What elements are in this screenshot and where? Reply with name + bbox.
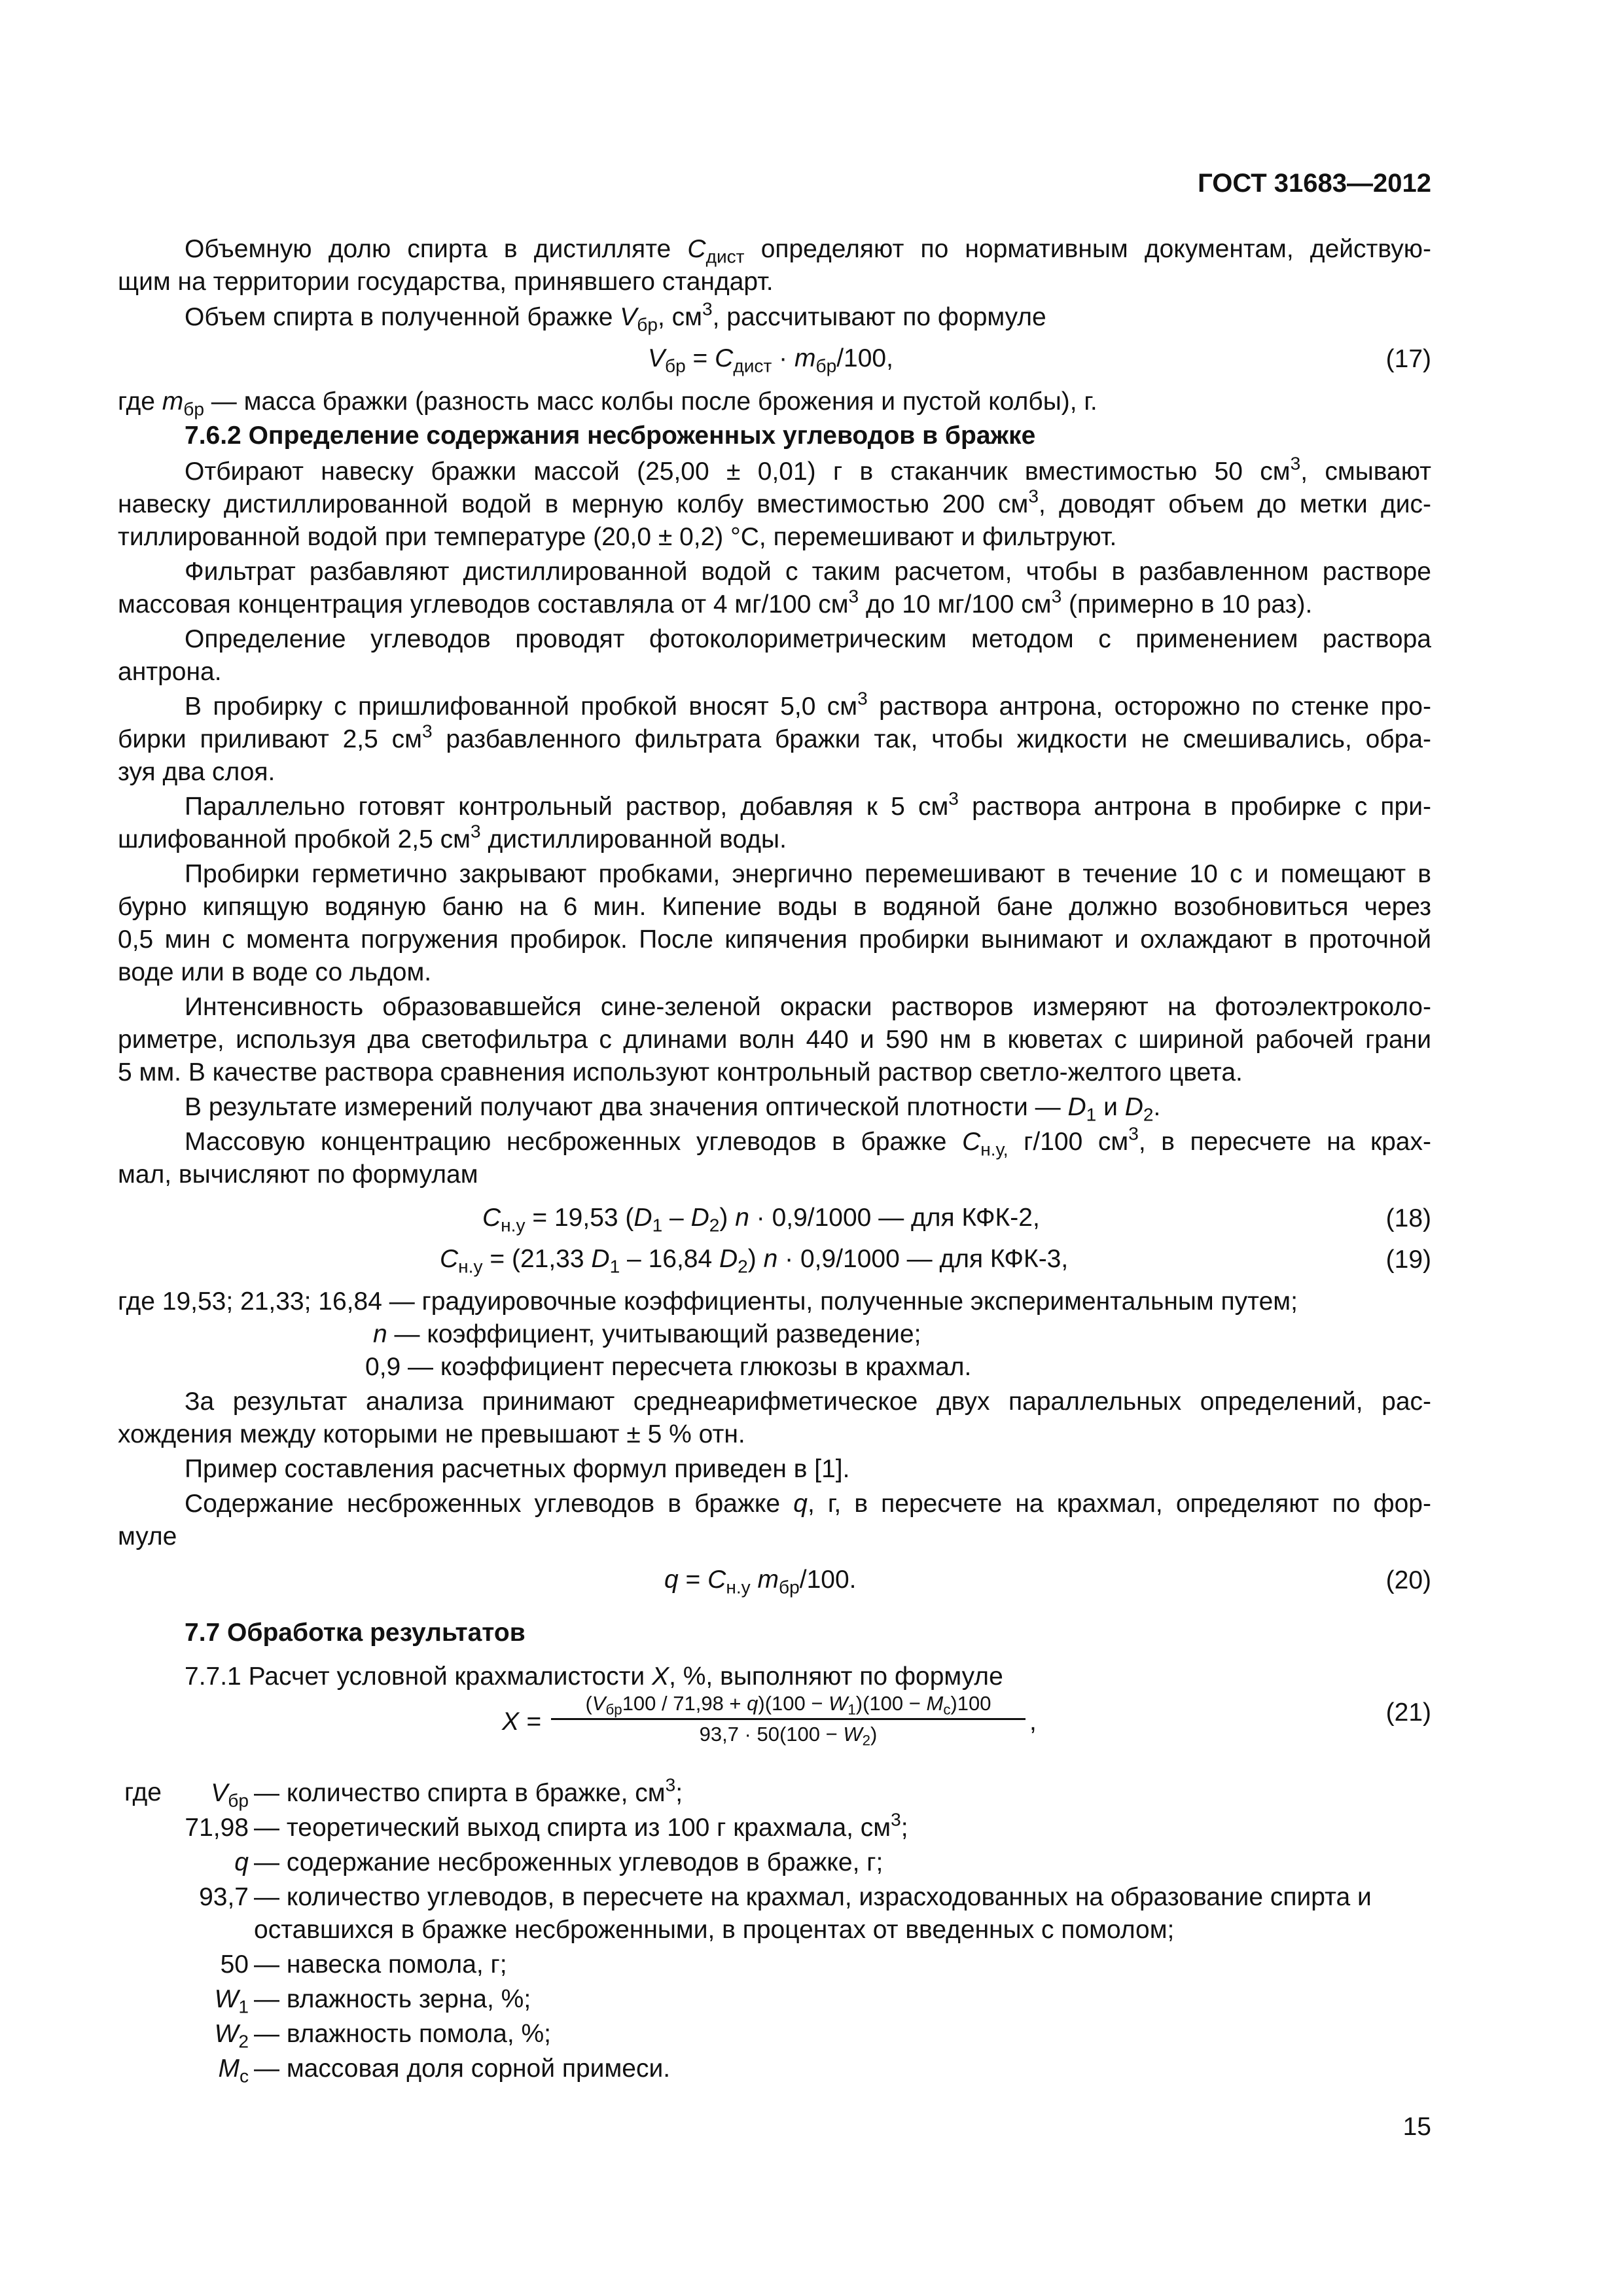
legend-text: — количество углеводов, в пересчете на крахмал, израсходованных на образование спирта и [254, 1883, 1372, 1911]
paragraph-line: Пробирки герметично закрывают пробками, энергично перемешивают в течение 10 с и помещают в [185, 860, 1431, 888]
paragraph-line: щим на территории государства, принявшего стандарт. [118, 268, 774, 296]
legend-text: оставшихся в бражке несброженными, в процентах от введенных с помолом; [254, 1916, 1175, 1944]
equation-number: (21) [1385, 1698, 1431, 1727]
standard-header: ГОСТ 31683—2012 [1198, 169, 1431, 198]
legend-text: — влажность зерна, %; [254, 1985, 531, 2013]
paragraph-line: антрона. [118, 658, 222, 686]
paragraph-line: муле [118, 1522, 177, 1551]
paragraph-line: Содержание несброженных углеводов в бражке q, г, в пересчете на крахмал, определяют по фор- [185, 1490, 1431, 1518]
paragraph-line: Пример составления расчетных формул приведен в [1]. [185, 1455, 850, 1483]
paragraph-line: хождения между которыми не превышают ± 5 % отн. [118, 1420, 745, 1448]
paragraph-line: где 19,53; 21,33; 16,84 — градуировочные коэффициенты, полученные экспериментальным путем; [118, 1287, 1298, 1316]
paragraph-line: Определение углеводов проводят фотоколориметрическим методом с применением раствора [185, 625, 1431, 653]
paragraph-line: 0,5 мин с момента погружения пробирок. После кипячения пробирки вынимают и охлаждают в проточной [118, 925, 1431, 954]
legend-key: 93,7 [199, 1883, 249, 1911]
paragraph-line: Массовую концентрацию несброженных углеводов в бражке $C_{н.у,}$ г/100 $см^3$, в пересчете на крах- [185, 1123, 1431, 1160]
legend-text: — количество спирта в бражке, $см^3$; [254, 1774, 683, 1807]
section-heading: 7.7 Обработка результатов [185, 1619, 526, 1647]
paragraph-line: риметре, используя два светофильтра с длинами волн 440 и 590 нм в кюветах с шириной рабочей грани [118, 1026, 1431, 1054]
equation-21-fraction [551, 1692, 1026, 1749]
equation-number: (20) [1385, 1566, 1431, 1594]
paragraph-line: Объем спирта в полученной бражке $V_{бр}$, $см^3$, рассчитывают по формуле [185, 298, 1046, 335]
paragraph-line: Параллельно готовят контрольный раствор, добавляя к 5 $см^3$ раствора антрона в пробирке с при- [185, 788, 1432, 821]
paragraph-line: За результат анализа принимают среднеарифметическое двух параллельных определений, рас- [185, 1388, 1431, 1416]
legend-where: где [124, 1778, 162, 1806]
equation-number: (19) [1385, 1246, 1431, 1274]
equation-18: $C_{н.у} = 19,53$ $(D_1 - D_2) n \cdot 0,9/1000$ — для КФК-2, [482, 1204, 1040, 1236]
legend-text: — теоретический выход спирта из 100 г крахмала, $см^3$; [254, 1809, 908, 1842]
fraction-denominator: $93,7 \cdot 50(100 - W_2)$ [699, 1723, 878, 1749]
legend-text: — влажность помола, %; [254, 2020, 552, 2048]
legend-key: 50 [220, 1950, 249, 1979]
paragraph-line: n — коэффициент, учитывающий разведение; [373, 1320, 921, 1348]
legend-key: q [234, 1848, 249, 1876]
paragraph-line: Фильтрат разбавляют дистиллированной водой с таким расчетом, чтобы в разбавленном растворе [185, 558, 1431, 586]
legend-key: $W_1$ [214, 1985, 249, 2017]
equation-number: (17) [1385, 345, 1431, 373]
paragraph-line: В пробирку с пришлифованной пробкой вносят 5,0 $см^3$ раствора антрона, осторожно по стенке про- [185, 688, 1431, 721]
paragraph-line: бирки приливают 2,5 $см^3$ разбавленного фильтрата бражки так, чтобы жидкости не смешивались, обра- [118, 721, 1431, 753]
paragraph-line: Объемную долю спирта в дистилляте $C_{дист}$ определяют по нормативным документам, действую- [185, 235, 1432, 267]
paragraph-line: 0,9 — коэффициент пересчета глюкозы в крахмал. [365, 1353, 972, 1381]
legend-text: — содержание несброженных углеводов в бражке, г; [254, 1848, 883, 1876]
paragraph-line: тиллированной водой при температуре (20,0 ± 0,2) °С, перемешивают и фильтруют. [118, 523, 1117, 551]
legend-text: — массовая доля сорной примеси. [254, 2054, 671, 2083]
page-number: 15 [1402, 2113, 1431, 2141]
paragraph-line: мал, вычисляют по формулам [118, 1160, 478, 1189]
legend-key: $M_с$ [218, 2054, 249, 2087]
equation-20: $q = C_{н.у}$ $m_{бр}/100$. [664, 1566, 857, 1598]
equation-21-comma: , [1029, 1708, 1037, 1736]
equation-17: $V_{бр} = C_{дист} \cdot m_{бр}/100$, [648, 344, 893, 376]
fraction-numerator: $(V_{бр}100 / 71,98 + q)(100 - W_1)(100 - M_с)100$ [551, 1692, 1026, 1720]
legend-key: 71,98 [185, 1814, 249, 1842]
legend-key: $W_2$ [214, 2020, 249, 2052]
paragraph-line: где $m_{бр}$ — масса бражки (разность масс колбы после брожения и пустой колбы), г. [118, 387, 1097, 420]
legend-text: — навеска помола, г; [254, 1950, 507, 1979]
paragraph-line: Интенсивность образовавшейся сине-зеленой окраски растворов измеряют на фотоэлектроколо- [185, 993, 1431, 1021]
equation-19: $C_{н.у} = (21,33$ $D_1 - 16,84$ $D_2$) n · 0,9/1000 — для КФК-3, [440, 1245, 1069, 1277]
paragraph-line: воде или в воде со льдом. [118, 958, 432, 986]
paragraph-line: массовая концентрация углеводов составляла от 4 мг/100 $см^3$ до 10 мг/100 $см^3$ (примерно в 10 раз). [118, 586, 1313, 619]
equation-21-lhs: X = [502, 1708, 541, 1736]
paragraph-line: бурно кипящую водяную баню на 6 мин. Кипение воды в водяной бане должно возобновиться через [118, 893, 1431, 921]
equation-number: (18) [1385, 1204, 1431, 1232]
paragraph-line: Отбирают навеску бражки массой (25,00 ± 0,01) г в стаканчик вместимостью 50 $см^3$, смывают [185, 453, 1431, 486]
section-heading: 7.6.2 Определение содержания несброженных углеводов в бражке [185, 422, 1036, 450]
legend-key: $V_{бр}$ [211, 1779, 249, 1811]
paragraph-line: В результате измерений получают два значения оптической плотности — $D_1$ и $D_2$. [185, 1093, 1161, 1125]
paragraph-line: 5 мм. В качестве раствора сравнения используют контрольный раствор светло-желтого цвета. [118, 1058, 1243, 1086]
paragraph-line: зуя два слоя. [118, 758, 276, 786]
paragraph-line: навеску дистиллированной водой в мерную колбу вместимостью 200 $см^3$, доводят объем до метки дис- [118, 486, 1431, 518]
paragraph-line: шлифованной пробкой 2,5 $см^3$ дистиллированной воды. [118, 821, 787, 853]
paragraph-line: 7.7.1 Расчет условной крахмалистости X, %, выполняют по формуле [185, 1662, 1003, 1691]
